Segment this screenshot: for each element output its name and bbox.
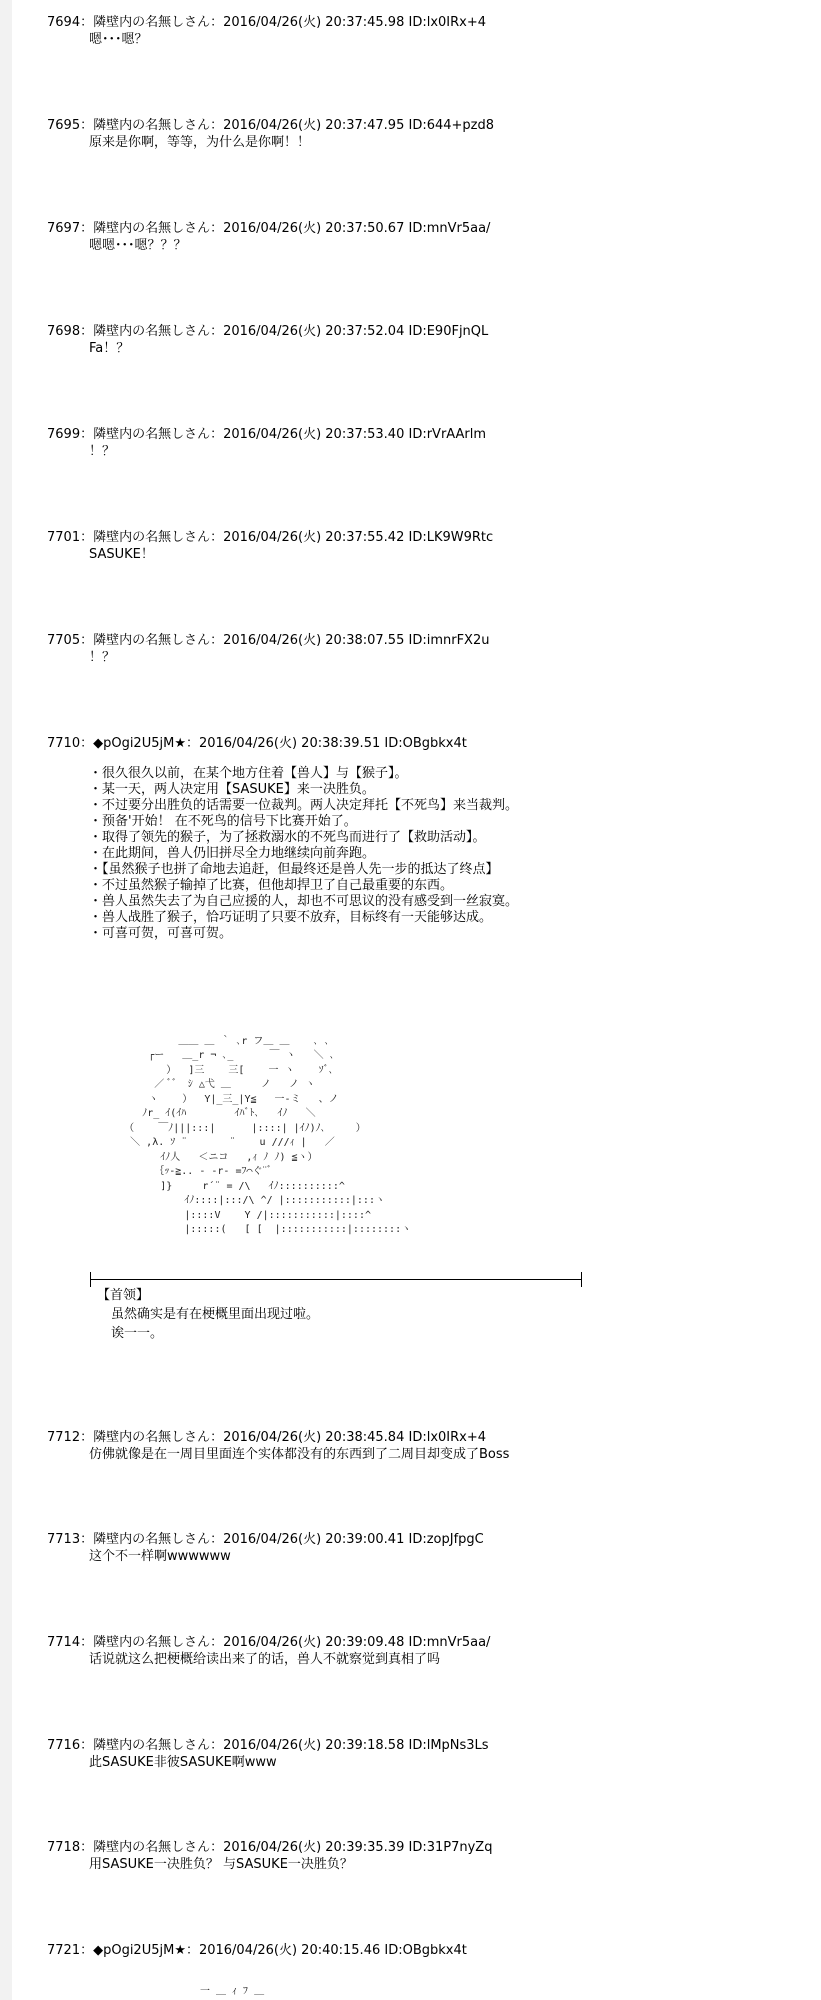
story-line: ・很久很久以前，在某个地方住着【兽人】与【猴子】。	[89, 766, 408, 781]
story-line: ・兽人战胜了猴子，恰巧证明了只要不放弃，目标终有一天能够达成。	[89, 910, 493, 925]
story-line: ・预备'开始！ 在不死鸟的信号下比赛开始了。	[89, 814, 357, 829]
divider-tick-right	[581, 1272, 582, 1287]
post-body: 原来是你啊，等等，为什么是你啊！！	[89, 135, 311, 150]
post-body: ！？	[89, 444, 116, 459]
story-line: ・取得了领先的猴子，为了拯救溺水的不死鸟而进行了【救助活动】。	[89, 830, 486, 845]
caption-line: 诶一一。	[111, 1326, 164, 1341]
post	[47, 1429, 807, 1463]
post-header: 7705：隣壁内の名無しさん：2016/04/26(火) 20:38:07.55 ID:imnrFX2u	[47, 633, 490, 648]
post-body: Fa！？	[89, 341, 130, 356]
post-header: 7716：隣壁内の名無しさん：2016/04/26(火) 20:39:18.58 ID:lMpNs3Ls	[47, 1738, 489, 1753]
story-post	[47, 735, 807, 942]
post	[47, 117, 807, 151]
post-header: 7713：隣壁内の名無しさん：2016/04/26(火) 20:39:00.41 ID:zopJfpgC	[47, 1532, 484, 1547]
story-line: ・在此期间，兽人仍旧拼尽全力地继续向前奔跑。	[89, 846, 376, 861]
post-header: 7710：◆pOgi2U5jM★：2016/04/26(火) 20:38:39.51 ID:OBgbkx4t	[47, 736, 467, 751]
post	[47, 1737, 807, 1771]
story-line: ・【虽然猴子也拼了命地去追赶，但最终还是兽人先一步的抵达了终点】	[89, 862, 499, 877]
post-header: 7697：隣壁内の名無しさん：2016/04/26(火) 20:37:50.67 ID:mnVr5aa/	[47, 221, 491, 236]
divider-line	[90, 1279, 582, 1280]
post-body: 用SASUKE一决胜负？ 与SASUKE一决胜负？	[89, 1857, 353, 1872]
post-body: ！？	[89, 650, 116, 665]
post	[47, 1531, 807, 1565]
post	[47, 220, 807, 254]
post	[47, 529, 807, 563]
post-header: 7698：隣壁内の名無しさん：2016/04/26(火) 20:37:52.04 ID:E90FjnQL	[47, 324, 489, 339]
post	[47, 1942, 807, 1959]
post-header: 7699：隣壁内の名無しさん：2016/04/26(火) 20:37:53.40 ID:rVrAArlm	[47, 427, 487, 442]
post-body: 这个不一样啊wwwwww	[89, 1549, 231, 1564]
story-line: ・某一天，两人决定用【SASUKE】来一决胜负。	[89, 782, 375, 797]
post-header: 7694：隣壁内の名無しさん：2016/04/26(火) 20:37:45.98 ID:lx0IRx+4	[47, 15, 487, 30]
post-header: 7695：隣壁内の名無しさん：2016/04/26(火) 20:37:47.95 ID:644+pzd8	[47, 118, 495, 133]
page-margin	[0, 0, 12, 2000]
post-body: 仿佛就像是在一周目里面连个实体都没有的东西到了二周目却变成了Boss	[89, 1447, 510, 1462]
post-header: 7718：隣壁内の名無しさん：2016/04/26(火) 20:39:35.39 ID:31P7nyZq	[47, 1840, 493, 1855]
post	[47, 1634, 807, 1668]
post-body: SASUKE！	[89, 547, 154, 562]
story-line: ・不过虽然猴子输掉了比赛，但他却捍卫了自己最重要的东西。	[89, 878, 454, 893]
post	[47, 14, 807, 48]
story-line: ・不过要分出胜负的话需要一位裁判。两人决定拜托【不死鸟】来当裁判。	[89, 798, 519, 813]
divider-tick-left	[90, 1272, 91, 1287]
post-body: 嗯嗯･･･嗯？？？	[89, 238, 187, 253]
caption	[97, 1286, 319, 1343]
story-list	[47, 766, 807, 942]
post-header: 7701：隣壁内の名無しさん：2016/04/26(火) 20:37:55.42 ID:LK9W9Rtc	[47, 530, 494, 545]
post-body: 此SASUKE非彼SASUKE啊www	[89, 1755, 277, 1770]
post-body: 话说就这么把梗概给读出来了的话，兽人不就察觉到真相了吗	[89, 1652, 441, 1667]
story-line: ・可喜可贺，可喜可贺。	[89, 926, 233, 941]
ascii-art-illustration: ＿＿ ＿ ｀ ､r フ＿ ＿ ､ ､ ┌ー ＿_r ¬ ､_ ￣ ヽ ＼ ､ ） ]三 三[ 一 ヽ ｿﾞ､ ／ ﾞ゛ ｼ △弋 ＿ ノ ノ ヽ ヽ ） Y|_三_|Y≦ 一-ミ 、ノ ﾉr_ ｲ(ｲﾊ ｲﾊﾞﾄ､ ｲﾉ ＼ （ ￣ﾉ|||:::| |::::| |ｲﾉ)ﾉ､ ） ＼ ,λ. ｿ ¨ ¨ u ///ｨ | ／ ｲﾉ人 ＜ニコ ,ｨ ﾉ ﾉ) ≦ヽ） ｛ｯ-≧.. - -r- =ﾌ⌒ぐ¨ﾞ ]} r´¨ = /\ ｲﾉ::::::::::^ ｲﾉ::::|:::/\ ^/ |:::::::::::|:::ヽ |::::V Y /|:::::::::::|::::^ |:::::( [ [ |:::::::::::|::::::::ヽ	[124, 1035, 412, 1235]
story-line: ・兽人虽然失去了为自己应援的人，却也不可思议的没有感受到一丝寂寞。	[89, 894, 519, 909]
post-header: 7712：隣壁内の名無しさん：2016/04/26(火) 20:38:45.84 ID:lx0IRx+4	[47, 1430, 487, 1445]
post	[47, 632, 807, 666]
caption-line: 虽然确实是有在梗概里面出现过啦。	[111, 1307, 320, 1322]
ascii-art-fragment: 一 ＿ ｨ ﾌ ＿	[200, 1986, 265, 1997]
caption-title: 【首领】	[97, 1288, 150, 1303]
post-header: 7721：◆pOgi2U5jM★：2016/04/26(火) 20:40:15.46 ID:OBgbkx4t	[47, 1943, 467, 1958]
post-header: 7714：隣壁内の名無しさん：2016/04/26(火) 20:39:09.48 ID:mnVr5aa/	[47, 1635, 491, 1650]
post	[47, 323, 807, 357]
post-body: 嗯･･･嗯？	[89, 32, 148, 47]
post	[47, 1839, 807, 1873]
post	[47, 426, 807, 460]
